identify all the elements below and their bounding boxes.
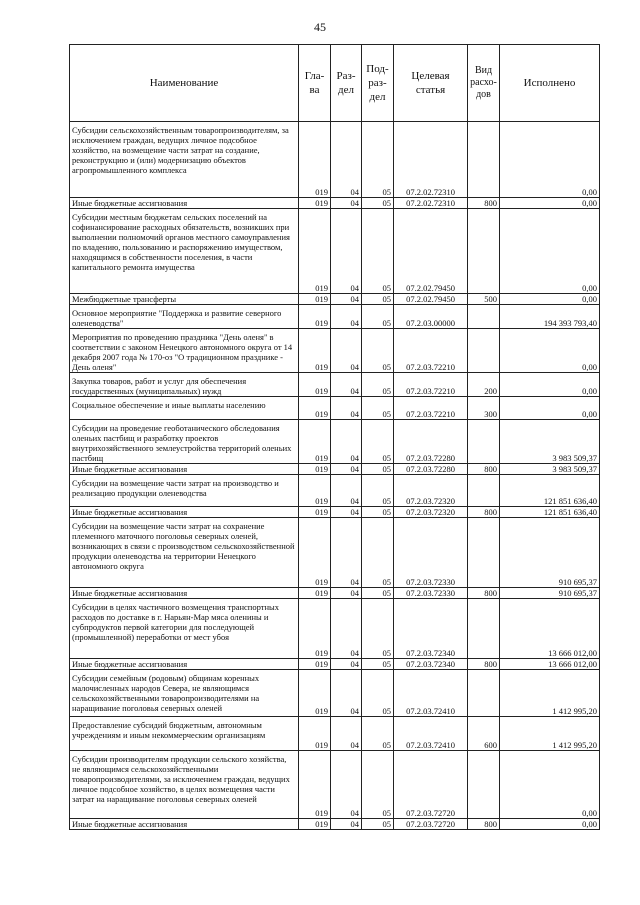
row-expense-type: 800 [468, 588, 500, 599]
col-header-executed: Исполнено [500, 45, 600, 122]
table-header-row [70, 45, 600, 122]
row-subsection: 05 [362, 751, 394, 819]
row-subsection: 05 [362, 373, 394, 397]
row-expense-type [468, 329, 500, 373]
row-name: Иные бюджетные ассигнования [70, 819, 299, 830]
table-row [70, 329, 600, 373]
row-chapter: 019 [299, 670, 331, 717]
row-section: 04 [331, 518, 362, 588]
row-executed: 0,00 [500, 329, 600, 373]
row-expense-type [468, 420, 500, 464]
row-executed: 121 851 636,40 [500, 475, 600, 507]
row-expense-type [468, 305, 500, 329]
row-name: Закупка товаров, работ и услуг для обеспечения государственных (муниципальных) нужд [70, 373, 299, 397]
row-name: Иные бюджетные ассигнования [70, 588, 299, 599]
row-name: Субсидии сельскохозяйственным товаропроизводителям, за исключением граждан, ведущих личное подсобное хозяйство, на возмещение части затрат на создание, реконструкцию и (или) модернизацию объектов агропромышленного комплекса [70, 122, 299, 198]
row-name: Субсидии производителям продукции сельского хозяйства, не являющимся сельскохозяйственными товаропроизводителями, за исключением граждан, ведущих личное подсобное хозяйство, в целях возмещения части затрат на наращивание поголовья северных оленей [70, 751, 299, 819]
table-row [70, 819, 600, 830]
row-target: 07.2.03.72210 [394, 397, 468, 420]
row-executed: 910 695,37 [500, 588, 600, 599]
row-chapter: 019 [299, 507, 331, 518]
row-section: 04 [331, 507, 362, 518]
row-executed: 0,00 [500, 294, 600, 305]
row-expense-type: 800 [468, 507, 500, 518]
row-section: 04 [331, 122, 362, 198]
row-expense-type: 800 [468, 464, 500, 475]
row-chapter: 019 [299, 717, 331, 751]
row-subsection: 05 [362, 397, 394, 420]
table-row [70, 659, 600, 670]
row-target: 07.2.03.72340 [394, 599, 468, 659]
row-section: 04 [331, 305, 362, 329]
row-executed: 13 666 012,00 [500, 599, 600, 659]
row-expense-type: 800 [468, 659, 500, 670]
col-header-subsection: Под- раз- дел [362, 45, 394, 122]
table-row [70, 518, 600, 588]
row-section: 04 [331, 659, 362, 670]
row-name: Социальное обеспечение и иные выплаты населению [70, 397, 299, 420]
row-target: 07.2.03.72280 [394, 420, 468, 464]
row-subsection: 05 [362, 198, 394, 209]
row-subsection: 05 [362, 475, 394, 507]
row-target: 07.2.03.72320 [394, 475, 468, 507]
row-chapter: 019 [299, 659, 331, 670]
table-row [70, 599, 600, 659]
row-expense-type: 200 [468, 373, 500, 397]
row-target: 07.2.03.72340 [394, 659, 468, 670]
row-section: 04 [331, 294, 362, 305]
row-name: Иные бюджетные ассигнования [70, 659, 299, 670]
row-subsection: 05 [362, 588, 394, 599]
row-section: 04 [331, 373, 362, 397]
row-target: 07.2.03.72720 [394, 819, 468, 830]
table-row [70, 198, 600, 209]
row-section: 04 [331, 198, 362, 209]
table-row [70, 751, 600, 819]
row-target: 07.2.03.72210 [394, 373, 468, 397]
budget-table [69, 44, 600, 830]
row-chapter: 019 [299, 198, 331, 209]
row-subsection: 05 [362, 599, 394, 659]
row-section: 04 [331, 751, 362, 819]
row-section: 04 [331, 420, 362, 464]
row-target: 07.2.03.72320 [394, 507, 468, 518]
table-row [70, 397, 600, 420]
row-expense-type [468, 751, 500, 819]
col-header-name: Наименование [70, 45, 299, 122]
row-section: 04 [331, 329, 362, 373]
row-subsection: 05 [362, 305, 394, 329]
row-target: 07.2.03.72280 [394, 464, 468, 475]
col-header-expense-type: Вид расхо- дов [468, 45, 500, 122]
row-section: 04 [331, 209, 362, 294]
row-subsection: 05 [362, 717, 394, 751]
table-row [70, 420, 600, 464]
row-chapter: 019 [299, 464, 331, 475]
row-chapter: 019 [299, 420, 331, 464]
row-chapter: 019 [299, 588, 331, 599]
row-executed: 13 666 012,00 [500, 659, 600, 670]
row-chapter: 019 [299, 373, 331, 397]
table-row [70, 373, 600, 397]
row-chapter: 019 [299, 599, 331, 659]
row-target: 07.2.02.72310 [394, 198, 468, 209]
row-subsection: 05 [362, 518, 394, 588]
col-header-chapter: Гла- ва [299, 45, 331, 122]
row-name: Субсидии местным бюджетам сельских поселений на софинансирование расходных обязательств, возникших при выполнении полномочий органов местного самоуправления по владению, пользованию и распоряжению имуществом, находящимся в собственности поселения, в части капитального ремонта имущества [70, 209, 299, 294]
row-subsection: 05 [362, 294, 394, 305]
row-executed: 1 412 995,20 [500, 717, 600, 751]
table-row [70, 294, 600, 305]
row-expense-type: 800 [468, 819, 500, 830]
table-row [70, 305, 600, 329]
row-section: 04 [331, 588, 362, 599]
row-executed: 0,00 [500, 122, 600, 198]
table-row [70, 122, 600, 198]
row-expense-type: 800 [468, 198, 500, 209]
row-executed: 0,00 [500, 397, 600, 420]
row-name: Иные бюджетные ассигнования [70, 198, 299, 209]
row-expense-type [468, 122, 500, 198]
row-subsection: 05 [362, 122, 394, 198]
row-subsection: 05 [362, 819, 394, 830]
row-target: 07.2.03.72720 [394, 751, 468, 819]
row-executed: 194 393 793,40 [500, 305, 600, 329]
row-section: 04 [331, 670, 362, 717]
row-chapter: 019 [299, 751, 331, 819]
row-executed: 0,00 [500, 373, 600, 397]
row-name: Мероприятия по проведению праздника "День оленя" в соответствии с законом Ненецкого автономного округа от 14 декабря 2007 года № 170-оз "О традиционном празднике - День оленя" [70, 329, 299, 373]
row-executed: 0,00 [500, 819, 600, 830]
row-chapter: 019 [299, 397, 331, 420]
row-target: 07.2.03.72330 [394, 588, 468, 599]
page-number: 45 [314, 20, 326, 34]
row-subsection: 05 [362, 659, 394, 670]
row-executed: 1 412 995,20 [500, 670, 600, 717]
row-name: Субсидии семейным (родовым) общинам коренных малочисленных народов Севера, не являющимся сельскохозяйственными товаропроизводителями на наращивание поголовья северных оленей [70, 670, 299, 717]
row-chapter: 019 [299, 305, 331, 329]
col-header-section: Раз- дел [331, 45, 362, 122]
row-executed: 0,00 [500, 209, 600, 294]
table-row [70, 588, 600, 599]
row-target: 07.2.03.72210 [394, 329, 468, 373]
row-executed: 0,00 [500, 198, 600, 209]
row-executed: 0,00 [500, 751, 600, 819]
row-subsection: 05 [362, 209, 394, 294]
row-target: 07.2.02.79450 [394, 294, 468, 305]
row-section: 04 [331, 464, 362, 475]
row-expense-type [468, 209, 500, 294]
row-executed: 121 851 636,40 [500, 507, 600, 518]
row-name: Субсидии на проведение геоботанического обследования оленьих пастбищ и разработку проектов внутрихозяйственного землеустройства территорий оленьих пастбищ [70, 420, 299, 464]
row-executed: 3 983 509,37 [500, 420, 600, 464]
table-row [70, 507, 600, 518]
row-section: 04 [331, 599, 362, 659]
row-section: 04 [331, 819, 362, 830]
row-section: 04 [331, 397, 362, 420]
row-expense-type: 500 [468, 294, 500, 305]
row-section: 04 [331, 475, 362, 507]
row-name: Субсидии на возмещение части затрат на производство и реализацию продукции оленеводства [70, 475, 299, 507]
row-subsection: 05 [362, 507, 394, 518]
row-chapter: 019 [299, 329, 331, 373]
row-expense-type [468, 475, 500, 507]
row-subsection: 05 [362, 670, 394, 717]
row-target: 07.2.02.79450 [394, 209, 468, 294]
row-subsection: 05 [362, 464, 394, 475]
row-name: Межбюджетные трансферты [70, 294, 299, 305]
row-executed: 910 695,37 [500, 518, 600, 588]
row-expense-type: 300 [468, 397, 500, 420]
table-row [70, 464, 600, 475]
row-expense-type [468, 670, 500, 717]
row-name: Субсидии в целях частичного возмещения транспортных расходов по доставке в г. Нарьян-Мар мяса оленины и субпродуктов первой категории для последующей (промышленной) переработки от мест убоя [70, 599, 299, 659]
row-chapter: 019 [299, 122, 331, 198]
table-row [70, 475, 600, 507]
row-target: 07.2.03.00000 [394, 305, 468, 329]
table-row [70, 717, 600, 751]
row-chapter: 019 [299, 819, 331, 830]
row-name: Предоставление субсидий бюджетным, автономным учреждениям и иным некоммерческим организациям [70, 717, 299, 751]
row-name: Иные бюджетные ассигнования [70, 464, 299, 475]
col-header-target: Целевая статья [394, 45, 468, 122]
row-target: 07.2.03.72410 [394, 670, 468, 717]
row-section: 04 [331, 717, 362, 751]
row-chapter: 019 [299, 518, 331, 588]
row-chapter: 019 [299, 294, 331, 305]
row-chapter: 019 [299, 475, 331, 507]
row-name: Субсидии на возмещение части затрат на сохранение племенного маточного поголовья северных оленей, возникающих в связи с производством сельскохозяйственной продукции оленеводства на территории Ненецкого автономного округа [70, 518, 299, 588]
row-target: 07.2.03.72410 [394, 717, 468, 751]
row-expense-type [468, 518, 500, 588]
table-row [70, 209, 600, 294]
row-target: 07.2.03.72330 [394, 518, 468, 588]
row-subsection: 05 [362, 420, 394, 464]
row-subsection: 05 [362, 329, 394, 373]
table-row [70, 670, 600, 717]
row-target: 07.2.02.72310 [394, 122, 468, 198]
row-expense-type: 600 [468, 717, 500, 751]
row-chapter: 019 [299, 209, 331, 294]
row-name: Основное мероприятие "Поддержка и развитие северного оленеводства" [70, 305, 299, 329]
row-executed: 3 983 509,37 [500, 464, 600, 475]
row-name: Иные бюджетные ассигнования [70, 507, 299, 518]
row-expense-type [468, 599, 500, 659]
